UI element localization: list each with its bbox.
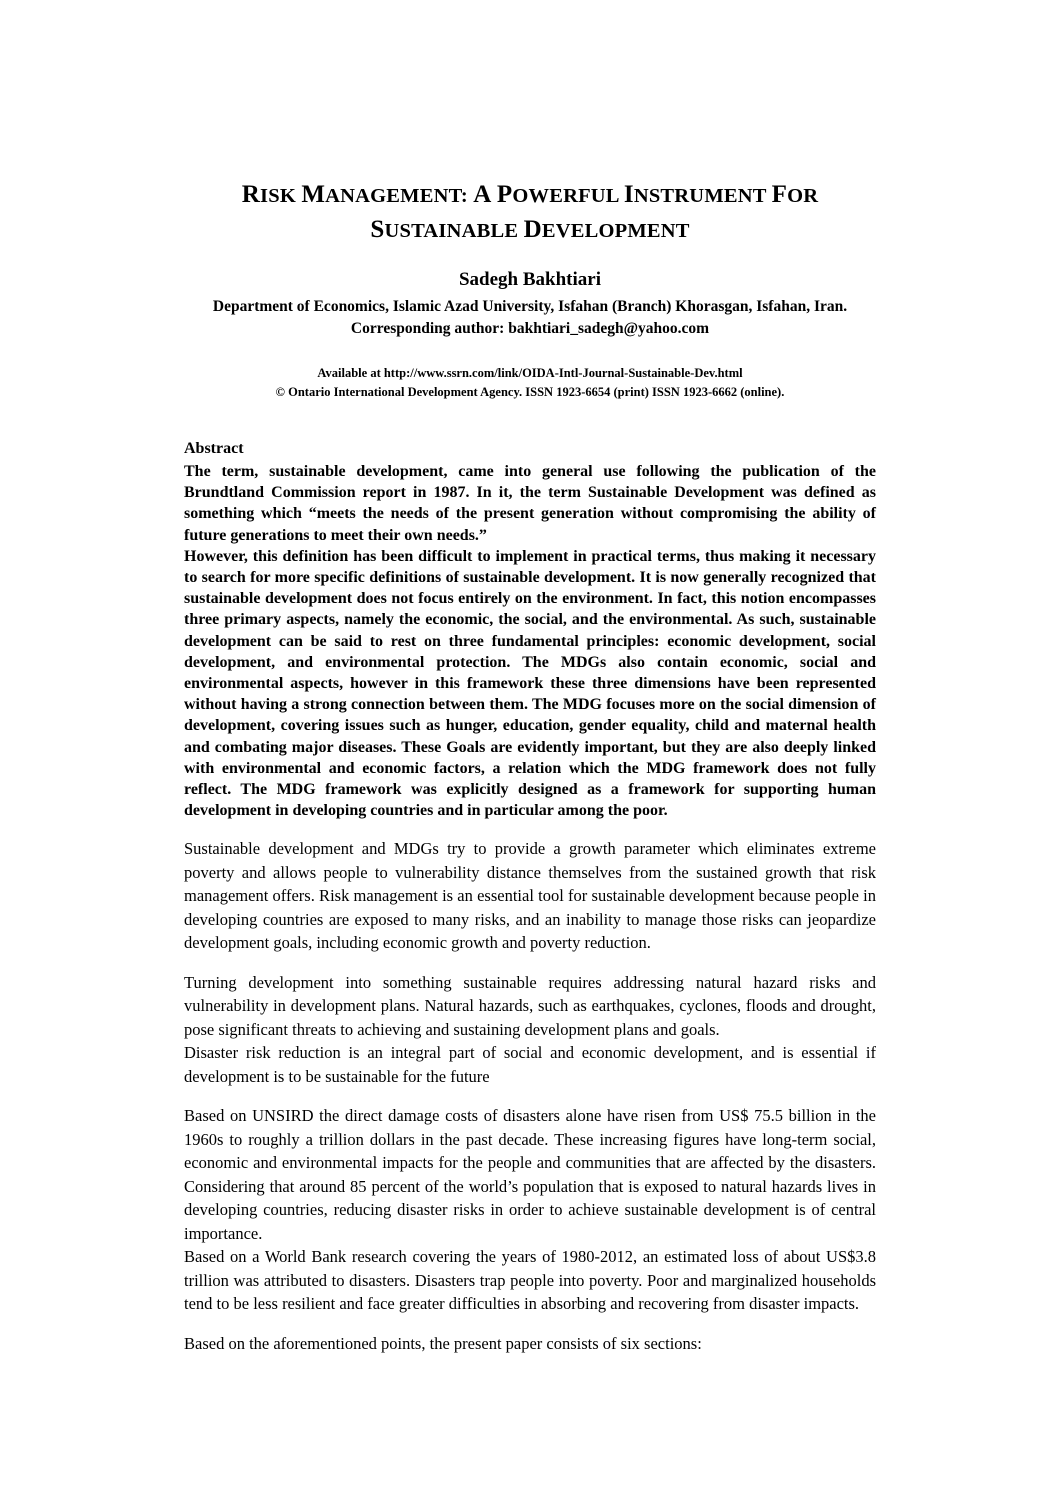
body-paragraph-5: Based on a World Bank research covering the years of 1980-2012, an estimated loss of about US$3.8 trillion was attributed to disasters. Disasters trap people into poverty. Poor and marginalized households tend to be less resilient and face greater difficulties in absorbing and recovering from disaster impacts. [184,1247,876,1314]
page-title [184,178,876,248]
author-affiliation: Department of Economics, Islamic Azad University, Isfahan (Branch) Khorasgan, Isfahan, Iran. [212,298,848,315]
body-paragraph-3: Disaster risk reduction is an integral part of social and economic development, and is essential if development is to be sustainable for the future [184,1043,876,1086]
body-paragraph-4: Based on UNSIRD the direct damage costs of disasters alone have risen from US$ 75.5 billion in the 1960s to roughly a trillion dollars in the past decade. These increasing figures have long-term social, economic and environmental impacts for the people and communities that are affected by the disasters. Considering that around 85 percent of the world’s population that is exposed to natural hazards lives in developing countries, reducing disaster risks in order to achieve sustainable development is of central importance. [184,1106,876,1243]
abstract-paragraph-2: However, this definition has been difficult to implement in practical terms, thus making it necessary to search for more specific definitions of sustainable development. It is now generally recognized that sustainable development does not focus entirely on the environment. In fact, this notion encompasses three primary aspects, namely the economic, the social, and the environmental. As such, sustainable development can be said to rest on three fundamental principles: economic development, social development, and environmental protection. The MDGs also contain economic, social and environmental aspects, however in this framework these three dimensions have been represented without having a strong connection between them. The MDG focuses more on the social dimension of development, covering issues such as hunger, education, gender equality, child and maternal health and combating major diseases. These Goals are evidently important, but they are also deeply linked with environmental and economic factors, a relation which the MDG framework does not fully reflect. The MDG framework was explicitly designed as a framework for supporting human development in developing countries and in particular among the poor. [184,547,876,820]
page-content [184,178,876,1371]
body-paragraph-6: Based on the aforementioned points, the present paper consists of six sections: [184,1333,702,1353]
abstract-heading: Abstract [184,440,244,457]
body-paragraph-2: Turning development into something sustainable requires addressing natural hazard risks and vulnerability in development plans. Natural hazards, such as earthquakes, cyclones, floods and drought, pose significant threats to achieving and sustaining development plans and goals. [184,972,876,1039]
corresponding-author: Corresponding author: bakhtiari_sadegh@yahoo.com [350,320,710,337]
title-line-1: RISK MANAGEMENT: A POWERFUL INSTRUMENT FOR [241,181,819,208]
body-paragraph-1: Sustainable development and MDGs try to provide a growth parameter which eliminates extreme poverty and allows people to vulnerability distance themselves from the sustained growth that risk management offers. Risk management is an essential tool for sustainable development because people in developing countries are exposed to many risks, and an inability to manage those risks can jeopardize development goals, including economic growth and poverty reduction. [184,839,876,953]
author-name: Sadegh Bakhtiari [458,269,601,290]
issn-line: © Ontario International Development Agency. ISSN 1923-6654 (print) ISSN 1923-6662 (online). [275,385,785,399]
title-line-2: SUSTAINABLE DEVELOPMENT [370,216,690,243]
availability-line: Available at http://www.ssrn.com/link/OIDA-Intl-Journal-Sustainable-Dev.html [317,366,743,380]
abstract-paragraph-1: The term, sustainable development, came into general use following the publication of the Brundtland Commission report in 1987. In it, the term Sustainable Development was defined as something which “meets the needs of the present generation without compromising the ability of future generations to meet their own needs.” [184,463,876,544]
